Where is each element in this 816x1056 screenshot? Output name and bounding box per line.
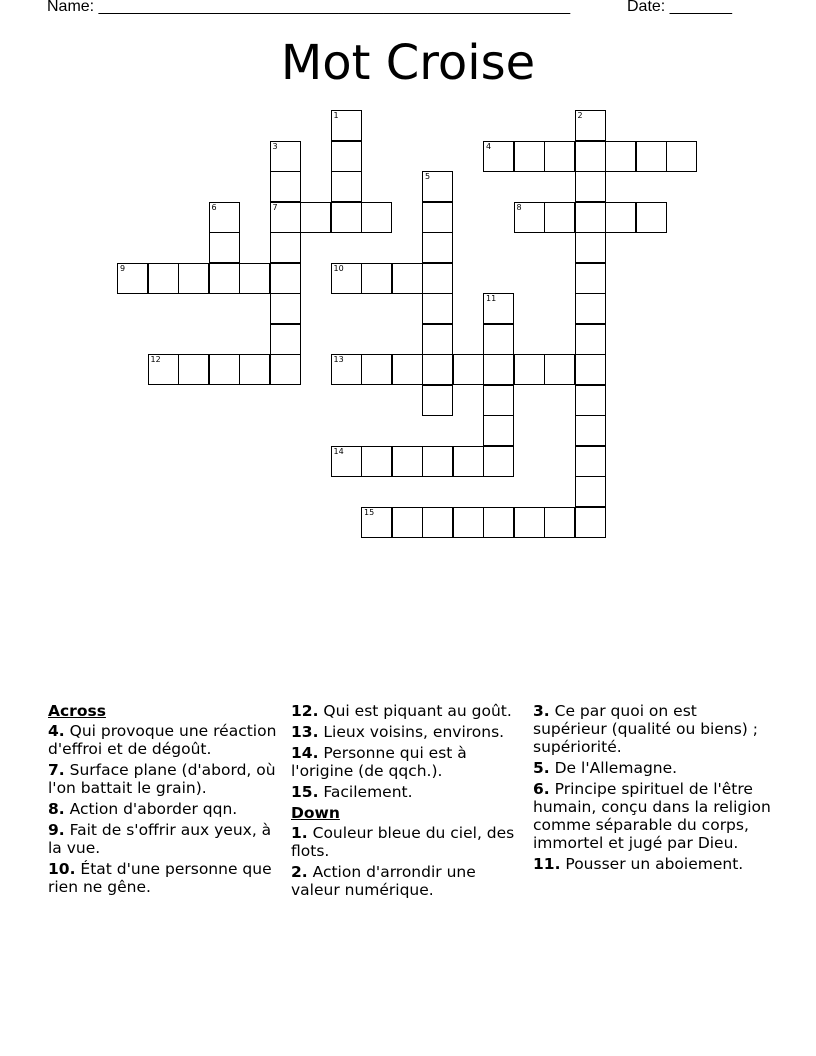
grid-cell[interactable]: [270, 232, 301, 263]
grid-cell[interactable]: [605, 141, 636, 172]
name-field-label: Name: _____________________________________________________: [47, 0, 571, 15]
grid-cell[interactable]: [209, 232, 240, 263]
grid-cell[interactable]: [270, 293, 301, 324]
grid-cell[interactable]: [270, 171, 301, 202]
grid-cell[interactable]: [575, 446, 606, 477]
clue-across-4: 4. Qui provoque une réaction d'effroi et de dégoût.: [48, 722, 277, 758]
grid-cell[interactable]: [575, 354, 606, 385]
grid-cell[interactable]: [422, 171, 453, 202]
clues-column-2: [291, 702, 523, 902]
grid-cell[interactable]: [514, 507, 545, 538]
clue-down-1: 1. Couleur bleue du ciel, des flots.: [291, 824, 515, 860]
grid-cell[interactable]: [453, 446, 484, 477]
grid-cell[interactable]: [422, 202, 453, 233]
grid-cell[interactable]: [300, 202, 331, 233]
grid-cell[interactable]: [422, 354, 453, 385]
cell-number: 14: [333, 446, 344, 456]
grid-cell[interactable]: [361, 263, 392, 294]
clue-across-8: 8. Action d'aborder qqn.: [48, 800, 238, 818]
grid-cell[interactable]: [209, 263, 240, 294]
date-field-label: Date: _______: [627, 0, 732, 15]
grid-cell[interactable]: [270, 354, 301, 385]
cell-number: 10: [333, 263, 344, 273]
clue-down-2: 2. Action d'arrondir une valeur numérique.: [291, 863, 476, 899]
grid-cell[interactable]: [178, 354, 209, 385]
grid-cell[interactable]: [331, 110, 362, 141]
grid-cell[interactable]: [148, 354, 179, 385]
grid-cell[interactable]: [636, 141, 667, 172]
grid-cell[interactable]: [331, 354, 362, 385]
grid-cell[interactable]: [422, 385, 453, 416]
grid-cell[interactable]: [544, 507, 575, 538]
clue-across-10: 10. État d'une personne que rien ne gêne.: [48, 860, 272, 896]
grid-cell[interactable]: [270, 141, 301, 172]
grid-cell[interactable]: [483, 507, 514, 538]
cell-number: 6: [211, 202, 217, 212]
cell-number: 1: [333, 111, 339, 120]
grid-cell[interactable]: [575, 202, 606, 233]
grid-cell[interactable]: [483, 385, 514, 416]
grid-cell[interactable]: [575, 507, 606, 538]
grid-cell[interactable]: [331, 202, 362, 233]
grid-cell[interactable]: [239, 354, 270, 385]
grid-cell[interactable]: [361, 446, 392, 477]
grid-cell[interactable]: [575, 385, 606, 416]
clues-column-3: [533, 702, 773, 876]
grid-cell[interactable]: [422, 507, 453, 538]
grid-cell[interactable]: [575, 110, 606, 141]
grid-cell[interactable]: [361, 507, 392, 538]
grid-cell[interactable]: [270, 202, 301, 233]
clue-across-12: 12. Qui est piquant au goût.: [291, 702, 512, 720]
clue-across-7: 7. Surface plane (d'abord, où l'on battait le grain).: [48, 761, 276, 797]
down-heading: Down: [291, 804, 340, 822]
grid-cell[interactable]: [514, 141, 545, 172]
clues-column-1: [48, 702, 280, 899]
grid-cell[interactable]: [422, 324, 453, 355]
cell-number: 9: [120, 263, 126, 273]
cell-number: 12: [150, 355, 161, 364]
clue-across-15: 15. Facilement.: [291, 783, 413, 801]
cell-number: 2: [577, 111, 583, 120]
cell-number: 11: [486, 294, 497, 303]
grid-cell[interactable]: [575, 476, 606, 507]
grid-cell[interactable]: [331, 446, 362, 477]
grid-cell[interactable]: [666, 141, 697, 172]
grid-cell[interactable]: [392, 446, 423, 477]
grid-cell[interactable]: [483, 324, 514, 355]
grid-cell[interactable]: [178, 263, 209, 294]
cell-number: 4: [486, 141, 492, 151]
grid-cell[interactable]: [422, 293, 453, 324]
cell-number: 8: [516, 202, 522, 212]
clue-across-13: 13. Lieux voisins, environs.: [291, 723, 505, 741]
clue-down-11: 11. Pousser un aboiement.: [533, 855, 744, 873]
grid-cell[interactable]: [392, 263, 423, 294]
grid-cell[interactable]: [483, 293, 514, 324]
grid-cell[interactable]: [422, 232, 453, 263]
clue-down-5: 5. De l'Allemagne.: [533, 759, 678, 777]
clue-across-9: 9. Fait de s'offrir aux yeux, à la vue.: [48, 821, 272, 857]
grid-cell[interactable]: [483, 415, 514, 446]
cell-number: 3: [272, 141, 278, 151]
grid-cell[interactable]: [209, 202, 240, 233]
cell-number: 13: [333, 355, 344, 364]
grid-cell[interactable]: [514, 354, 545, 385]
grid-cell[interactable]: [453, 507, 484, 538]
grid-cell[interactable]: [575, 171, 606, 202]
grid-cell[interactable]: [331, 171, 362, 202]
grid-cell[interactable]: [483, 354, 514, 385]
grid-cell[interactable]: [209, 354, 240, 385]
grid-cell[interactable]: [544, 202, 575, 233]
grid-cell[interactable]: [575, 141, 606, 172]
grid-cell[interactable]: [270, 263, 301, 294]
grid-cell[interactable]: [331, 263, 362, 294]
grid-cell[interactable]: [117, 263, 148, 294]
grid-cell[interactable]: [575, 324, 606, 355]
grid-cell[interactable]: [514, 202, 545, 233]
grid-cell[interactable]: [453, 354, 484, 385]
grid-cell[interactable]: [270, 324, 301, 355]
cell-number: 5: [425, 172, 431, 181]
grid-cell[interactable]: [422, 263, 453, 294]
across-heading: Across: [48, 702, 106, 720]
grid-cell[interactable]: [361, 202, 392, 233]
grid-cell[interactable]: [544, 354, 575, 385]
grid-cell[interactable]: [575, 232, 606, 263]
grid-cell[interactable]: [392, 354, 423, 385]
grid-cell[interactable]: [575, 415, 606, 446]
grid-cell[interactable]: [483, 141, 514, 172]
grid-cell[interactable]: [331, 141, 362, 172]
cell-number: 7: [272, 202, 278, 212]
grid-cell[interactable]: [392, 507, 423, 538]
clue-down-3: 3. Ce par quoi on est supérieur (qualité ou biens) ; supériorité.: [533, 702, 758, 756]
grid-cell[interactable]: [422, 446, 453, 477]
clue-down-6: 6. Principe spirituel de l'être humain, conçu dans la religion comme séparable du corps, immortel et jugé par Dieu.: [533, 780, 771, 852]
grid-cell[interactable]: [575, 293, 606, 324]
grid-cell[interactable]: [575, 263, 606, 294]
grid-cell[interactable]: [361, 354, 392, 385]
grid-cell[interactable]: [605, 202, 636, 233]
grid-cell[interactable]: [544, 141, 575, 172]
grid-cell[interactable]: [239, 263, 270, 294]
grid-cell[interactable]: [483, 446, 514, 477]
page-title: Mot Croise: [280, 35, 536, 91]
clue-across-14: 14. Personne qui est à l'origine (de qqch.).: [291, 744, 467, 780]
grid-cell[interactable]: [148, 263, 179, 294]
grid-cell[interactable]: [636, 202, 667, 233]
cell-number: 15: [364, 507, 375, 517]
